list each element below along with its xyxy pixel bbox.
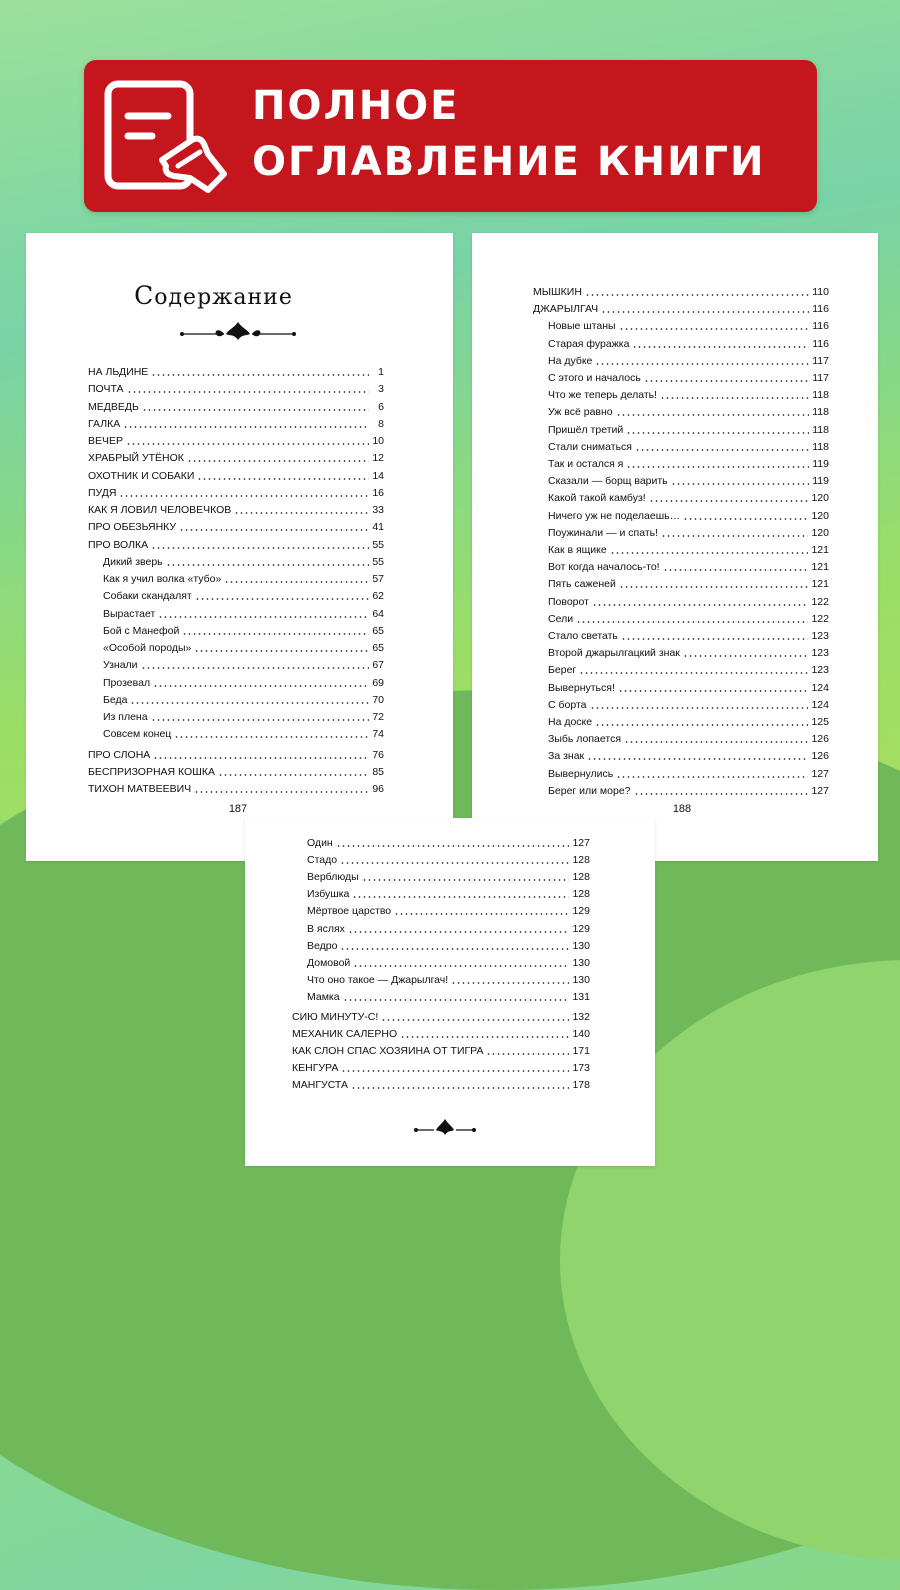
toc-entry-page: 127	[811, 767, 829, 780]
toc-entry-title: Из плена	[103, 711, 148, 723]
dot-leader	[590, 707, 809, 709]
toc-entry	[533, 437, 829, 454]
toc-entry-page: 121	[811, 578, 829, 591]
toc-entry-title: Стало светать	[548, 630, 618, 642]
toc-entry-page: 117	[812, 372, 829, 384]
toc-entry-title: Как в ящике	[548, 544, 607, 556]
toc-entry-page: 178	[572, 1079, 590, 1092]
toc-entry	[88, 431, 384, 448]
toc-entry-title: Поворот	[548, 595, 589, 608]
toc-entry-title: Домовой	[307, 956, 351, 969]
toc-entry-page: 33	[372, 504, 384, 516]
toc-entry	[533, 506, 829, 523]
dot-leader	[621, 638, 809, 640]
toc-entry-title: Какой такой камбуз!	[548, 492, 646, 505]
toc-entry	[292, 1041, 590, 1058]
toc-entry-title: Беда	[103, 693, 128, 706]
toc-entry	[533, 557, 829, 574]
dot-leader	[348, 931, 570, 933]
banner-title-line1: ПОЛНОЕ	[252, 83, 460, 129]
toc-entry	[88, 466, 384, 483]
dot-leader	[352, 896, 569, 898]
toc-entry	[533, 626, 829, 643]
toc-entry-page: 120	[811, 509, 829, 522]
toc-entry	[88, 673, 384, 690]
toc-entry-page: 171	[572, 1045, 590, 1058]
dot-leader	[218, 774, 369, 776]
toc-entry-title: На дубке	[548, 354, 593, 367]
toc-entry	[292, 850, 590, 867]
toc-entry-page: 130	[572, 939, 590, 952]
toc-entry-title: Пять саженей	[548, 578, 616, 591]
dot-leader	[341, 1070, 569, 1072]
toc-entry	[292, 833, 590, 850]
banner-title-line2: ОГЛАВЛЕНИЕ КНИГИ	[252, 139, 766, 185]
toc-entry	[292, 1007, 590, 1024]
toc-entry-title: ПРО СЛОНА	[88, 748, 151, 761]
toc-entry	[88, 724, 384, 741]
toc-entry-page: 96	[372, 783, 384, 795]
toc-entry-title: НА ЛЬДИНЕ	[88, 366, 149, 378]
toc-entry-title: МЕДВЕДЬ	[88, 400, 139, 413]
toc-entry-title: «Особой породы»	[103, 642, 192, 654]
toc-entry-page: 62	[372, 590, 384, 603]
toc-entry	[533, 385, 829, 402]
toc-entry-page: 130	[572, 956, 590, 969]
toc-entry-page: 65	[372, 642, 384, 654]
toc-title-initial: С	[134, 281, 155, 310]
toc-entry-page: 120	[811, 526, 829, 539]
toc-entry-page: 70	[372, 693, 384, 706]
toc-entry-title: Уж всё равно	[548, 406, 613, 419]
toc-entry	[533, 695, 829, 712]
toc-entry-title: Собаки скандалят	[103, 590, 192, 603]
toc-entry-page: 57	[372, 573, 384, 585]
dot-leader	[151, 374, 369, 376]
toc-entry	[533, 746, 829, 763]
toc-entry	[533, 454, 829, 471]
toc-entry-title: На доске	[548, 716, 593, 728]
toc-entry-title: Поужинали — и спать!	[548, 526, 659, 539]
toc-entry-page: 128	[572, 871, 590, 884]
toc-entry-page: 127	[811, 784, 829, 797]
toc-entry-page: 121	[811, 544, 829, 556]
toc-entry-title: ВЕЧЕР	[88, 435, 124, 447]
toc-entry-title: С этого и началось	[548, 372, 641, 384]
toc-entry-page: 129	[572, 922, 590, 935]
dot-leader	[683, 518, 808, 520]
dot-leader	[166, 564, 369, 566]
toc-entry	[88, 552, 384, 569]
toc-entry-title: Ведро	[307, 939, 338, 952]
toc-entry-page: 41	[372, 521, 384, 534]
toc-entry-title: МЫШКИН	[533, 286, 582, 298]
toc-entry-title: Второй джарылгацкий знак	[548, 647, 680, 660]
dot-leader	[151, 719, 369, 721]
toc-entry-title: Мамка	[307, 990, 340, 1003]
toc-entry-page: 119	[812, 475, 829, 488]
toc-entry-title: Так и остался я	[548, 458, 624, 470]
dot-leader	[340, 948, 569, 950]
toc-entry	[88, 745, 384, 762]
toc-entry-title: ГАЛКА	[88, 417, 121, 430]
toc-entry	[88, 586, 384, 603]
toc-entry-page: 119	[812, 458, 829, 470]
toc-entry-title: БЕСПРИЗОРНАЯ КОШКА	[88, 765, 215, 778]
toc-entry-title: Что оно такое — Джарылгач!	[307, 973, 449, 986]
toc-entry-page: 124	[811, 681, 829, 694]
toc-entry-page: 129	[572, 905, 590, 918]
toc-entry-page: 72	[372, 711, 384, 723]
toc-entry-title: В яслях	[307, 922, 345, 935]
dot-leader	[153, 685, 369, 687]
banner-title	[252, 78, 766, 190]
toc-entry	[533, 764, 829, 781]
dot-leader	[119, 495, 369, 497]
toc-entry	[533, 351, 829, 368]
dot-leader	[224, 581, 369, 583]
toc-entry-page: 55	[372, 538, 384, 551]
dot-leader	[585, 294, 809, 296]
toc-entry-title: Старая фуражка	[548, 337, 630, 350]
toc-entry	[533, 609, 829, 626]
toc-entry-title: Что же теперь делать!	[548, 389, 658, 402]
dot-leader	[683, 655, 809, 657]
toc-entry-page: 120	[811, 492, 829, 505]
toc-entry-title: Сели	[548, 612, 574, 625]
dot-leader	[610, 552, 809, 554]
toc-entry	[88, 483, 384, 500]
dot-leader	[634, 793, 809, 795]
dot-leader	[451, 982, 569, 984]
dot-leader	[660, 397, 809, 399]
dot-leader	[151, 547, 369, 549]
toc-entry-title: ОХОТНИК И СОБАКИ	[88, 469, 195, 482]
toc-entry	[533, 488, 829, 505]
toc-entry	[88, 762, 384, 779]
toc-entry-title: Стадо	[307, 854, 338, 867]
toc-entry-page: 12	[372, 452, 384, 465]
toc-entry	[88, 362, 384, 379]
toc-entry-page: 85	[372, 765, 384, 778]
toc-entry-title: Берег	[548, 664, 577, 677]
toc-entry-title: Верблюды	[307, 871, 359, 884]
toc-entry	[292, 936, 590, 953]
toc-entry	[533, 678, 829, 695]
toc-entry	[533, 781, 829, 798]
dot-leader	[644, 380, 809, 382]
toc-entry-title: Ничего уж не поделаешь…	[548, 509, 681, 522]
toc-entry	[88, 690, 384, 707]
toc-entry	[292, 953, 590, 970]
dot-leader	[158, 616, 369, 618]
toc-entry-page: 110	[812, 286, 829, 298]
toc-entry	[292, 919, 590, 936]
dot-leader	[362, 879, 570, 881]
dot-leader	[663, 569, 809, 571]
toc-entry-title: МЕХАНИК САЛЕРНО	[292, 1028, 398, 1041]
dot-leader	[142, 409, 369, 411]
ornament-divider	[176, 318, 300, 344]
dot-leader	[576, 621, 808, 623]
page-number: 188	[672, 803, 692, 815]
toc-entry-title: МАНГУСТА	[292, 1079, 348, 1092]
toc-entry	[533, 334, 829, 351]
toc-entry	[88, 707, 384, 724]
toc-entry	[533, 420, 829, 437]
toc-entry-title: КЕНГУРА	[292, 1062, 339, 1075]
toc-entry-title: Вывернулись	[548, 767, 614, 780]
dot-leader	[587, 758, 808, 760]
dot-leader	[153, 757, 369, 759]
dot-leader	[579, 672, 808, 674]
toc-entry-title: СИЮ МИНУТУ-С!	[292, 1011, 379, 1023]
toc-entry-page: 128	[572, 888, 590, 901]
toc-entry-title: ПОЧТА	[88, 383, 124, 396]
toc-entry-title: Прозевал	[103, 676, 151, 689]
ornament-bottom	[412, 1116, 478, 1138]
toc-entry-page: 116	[812, 337, 829, 350]
toc-entry-title: КАК Я ЛОВИЛ ЧЕЛОВЕЧКОВ	[88, 504, 232, 516]
toc-entry-page: 130	[572, 973, 590, 986]
dot-leader	[141, 667, 369, 669]
toc-entry-title: Совсем конец	[103, 728, 172, 741]
toc-entry-title: Берег или море?	[548, 784, 631, 797]
toc-entry-page: 118	[812, 423, 829, 436]
toc-entry	[292, 901, 590, 918]
toc-entry-page: 118	[812, 389, 829, 402]
toc-entry-title: С борта	[548, 698, 587, 711]
toc-entry	[88, 779, 384, 796]
dot-leader	[671, 483, 810, 485]
toc-entry	[88, 517, 384, 534]
toc-entry	[88, 414, 384, 431]
document-hand-icon	[104, 80, 232, 195]
toc-entry	[533, 368, 829, 385]
dot-leader	[595, 724, 808, 726]
toc-entry-page: 8	[378, 417, 384, 430]
toc-entry	[533, 643, 829, 660]
dot-leader	[486, 1053, 569, 1055]
toc-entry-page: 55	[372, 555, 384, 568]
toc-entry	[533, 316, 829, 333]
toc-entry-page: 140	[572, 1028, 590, 1041]
toc-entry-page: 124	[811, 698, 829, 711]
toc-entry-title: Бой с Манефой	[103, 624, 180, 637]
toc-entry-page: 3	[378, 383, 384, 396]
toc-entry-title: ПУДЯ	[88, 486, 117, 499]
toc-entry	[88, 655, 384, 672]
toc-entry	[533, 660, 829, 677]
toc-entry	[533, 712, 829, 729]
toc-entry-page: 132	[572, 1011, 590, 1023]
dot-leader	[595, 363, 809, 365]
toc-title-rest: одержание	[154, 285, 293, 310]
toc-title	[0, 281, 427, 310]
toc-entry-page: 1	[378, 366, 384, 378]
dot-leader	[624, 741, 808, 743]
dot-leader	[632, 346, 809, 348]
dot-leader	[616, 414, 810, 416]
toc-entry-title: Пришёл третий	[548, 423, 624, 436]
toc-entry-page: 126	[811, 750, 829, 763]
toc-entry-page: 131	[572, 990, 590, 1003]
dot-leader	[626, 466, 809, 468]
toc-entry	[533, 592, 829, 609]
toc-entry-page: 117	[812, 354, 829, 367]
toc-entry-page: 6	[378, 400, 384, 413]
toc-entry-title: ПРО ОБЕЗЬЯНКУ	[88, 521, 177, 534]
toc-entry-title: Новые штаны	[548, 320, 616, 333]
toc-entry	[533, 574, 829, 591]
dot-leader	[618, 690, 809, 692]
dot-leader	[182, 633, 369, 635]
toc-entry-title: Вот когда началось-то!	[548, 561, 660, 574]
toc-entry	[88, 535, 384, 552]
toc-entry-title: За знак	[548, 750, 585, 763]
toc-entry	[292, 1058, 590, 1075]
dot-leader	[619, 328, 810, 330]
dot-leader	[343, 999, 570, 1001]
toc-entry	[533, 540, 829, 557]
dot-leader	[174, 736, 369, 738]
toc-entry-page: 125	[811, 716, 829, 728]
toc-entry-page: 123	[811, 630, 829, 642]
dot-leader	[601, 311, 809, 313]
toc-entry	[533, 523, 829, 540]
toc-entry	[533, 729, 829, 746]
toc-entry-page: 173	[572, 1062, 590, 1075]
toc-entry-page: 16	[372, 486, 384, 499]
dot-leader	[351, 1087, 569, 1089]
toc-entry	[88, 397, 384, 414]
dot-leader	[394, 913, 569, 915]
toc-entry	[88, 448, 384, 465]
toc-entry-title: КАК СЛОН СПАС ХОЗЯИНА ОТ ТИГРА	[292, 1045, 484, 1058]
toc-entry-page: 122	[811, 612, 829, 625]
toc-entry-title: ПРО ВОЛКА	[88, 538, 149, 551]
dot-leader	[649, 500, 809, 502]
toc-entry-title: Вырастает	[103, 607, 156, 620]
toc-entry-title: Как я учил волка «тубо»	[103, 573, 222, 585]
toc-entry-page: 116	[812, 320, 829, 333]
toc-entry	[88, 500, 384, 517]
toc-entry-title: ТИХОН МАТВЕЕВИЧ	[88, 783, 192, 795]
toc-entry	[533, 471, 829, 488]
toc-entry-page: 123	[811, 647, 829, 660]
toc-entry	[88, 638, 384, 655]
toc-entry	[292, 867, 590, 884]
toc-entry-page: 122	[811, 595, 829, 608]
toc-entry	[88, 621, 384, 638]
toc-entry-title: Стали сниматься	[548, 440, 632, 453]
toc-entry-title: Зыбь лопается	[548, 733, 622, 746]
dot-leader	[340, 862, 569, 864]
toc-entry	[292, 884, 590, 901]
toc-entry-title: ХРАБРЫЙ УТЁНОК	[88, 452, 184, 465]
toc-entry-title: Мёртвое царство	[307, 905, 392, 918]
dot-leader	[353, 965, 569, 967]
toc-entry-page: 118	[812, 406, 829, 419]
dot-leader	[234, 512, 369, 514]
dot-leader	[123, 426, 369, 428]
dot-leader	[195, 598, 369, 600]
toc-entry-title: Один	[307, 837, 333, 849]
toc-entry-page: 74	[372, 728, 384, 741]
dot-leader	[592, 604, 809, 606]
toc-entry	[88, 379, 384, 396]
dot-leader	[616, 776, 808, 778]
dot-leader	[400, 1036, 569, 1038]
dot-leader	[179, 529, 369, 531]
toc-entry	[292, 1024, 590, 1041]
toc-entry	[292, 987, 590, 1004]
dot-leader	[635, 449, 809, 451]
toc-entry-page: 69	[372, 676, 384, 689]
dot-leader	[187, 460, 369, 462]
toc-entry	[533, 282, 829, 299]
dot-leader	[626, 432, 809, 434]
toc-entry-page: 128	[572, 854, 590, 867]
toc-entry-page: 118	[812, 440, 829, 453]
toc-entry	[88, 569, 384, 586]
toc-entry-title: ДЖАРЫЛГАЧ	[533, 303, 599, 316]
toc-entry-page: 67	[372, 659, 384, 672]
toc-entry-page: 64	[372, 607, 384, 620]
dot-leader	[194, 791, 369, 793]
page-number: 187	[228, 803, 248, 815]
toc-entry-title: Сказали — борщ варить	[548, 475, 668, 488]
toc-entry	[533, 402, 829, 419]
dot-leader	[661, 535, 808, 537]
toc-entry	[292, 1075, 590, 1092]
toc-entry	[533, 299, 829, 316]
toc-entry-page: 123	[811, 664, 829, 677]
dot-leader	[197, 478, 369, 480]
dot-leader	[619, 586, 809, 588]
dot-leader	[194, 650, 369, 652]
toc-entry-page: 14	[372, 469, 384, 482]
toc-entry-title: Дикий зверь	[103, 555, 163, 568]
toc-entry-page: 76	[372, 748, 384, 761]
toc-entry-title: Избушка	[307, 888, 350, 901]
dot-leader	[127, 391, 369, 393]
toc-entry-page: 127	[572, 837, 590, 849]
toc-entry-title: Вывернуться!	[548, 681, 615, 694]
toc-entry-page: 65	[372, 624, 384, 637]
dot-leader	[130, 702, 369, 704]
toc-entry	[88, 604, 384, 621]
toc-entry-page: 121	[811, 561, 829, 574]
dot-leader	[126, 443, 369, 445]
toc-entry	[292, 970, 590, 987]
toc-entry-page: 116	[812, 303, 829, 316]
toc-entry-page: 126	[811, 733, 829, 746]
toc-entry-page: 10	[372, 435, 384, 447]
dot-leader	[381, 1019, 569, 1021]
dot-leader	[336, 845, 570, 847]
banner	[84, 60, 817, 212]
toc-entry-title: Узнали	[103, 659, 138, 672]
